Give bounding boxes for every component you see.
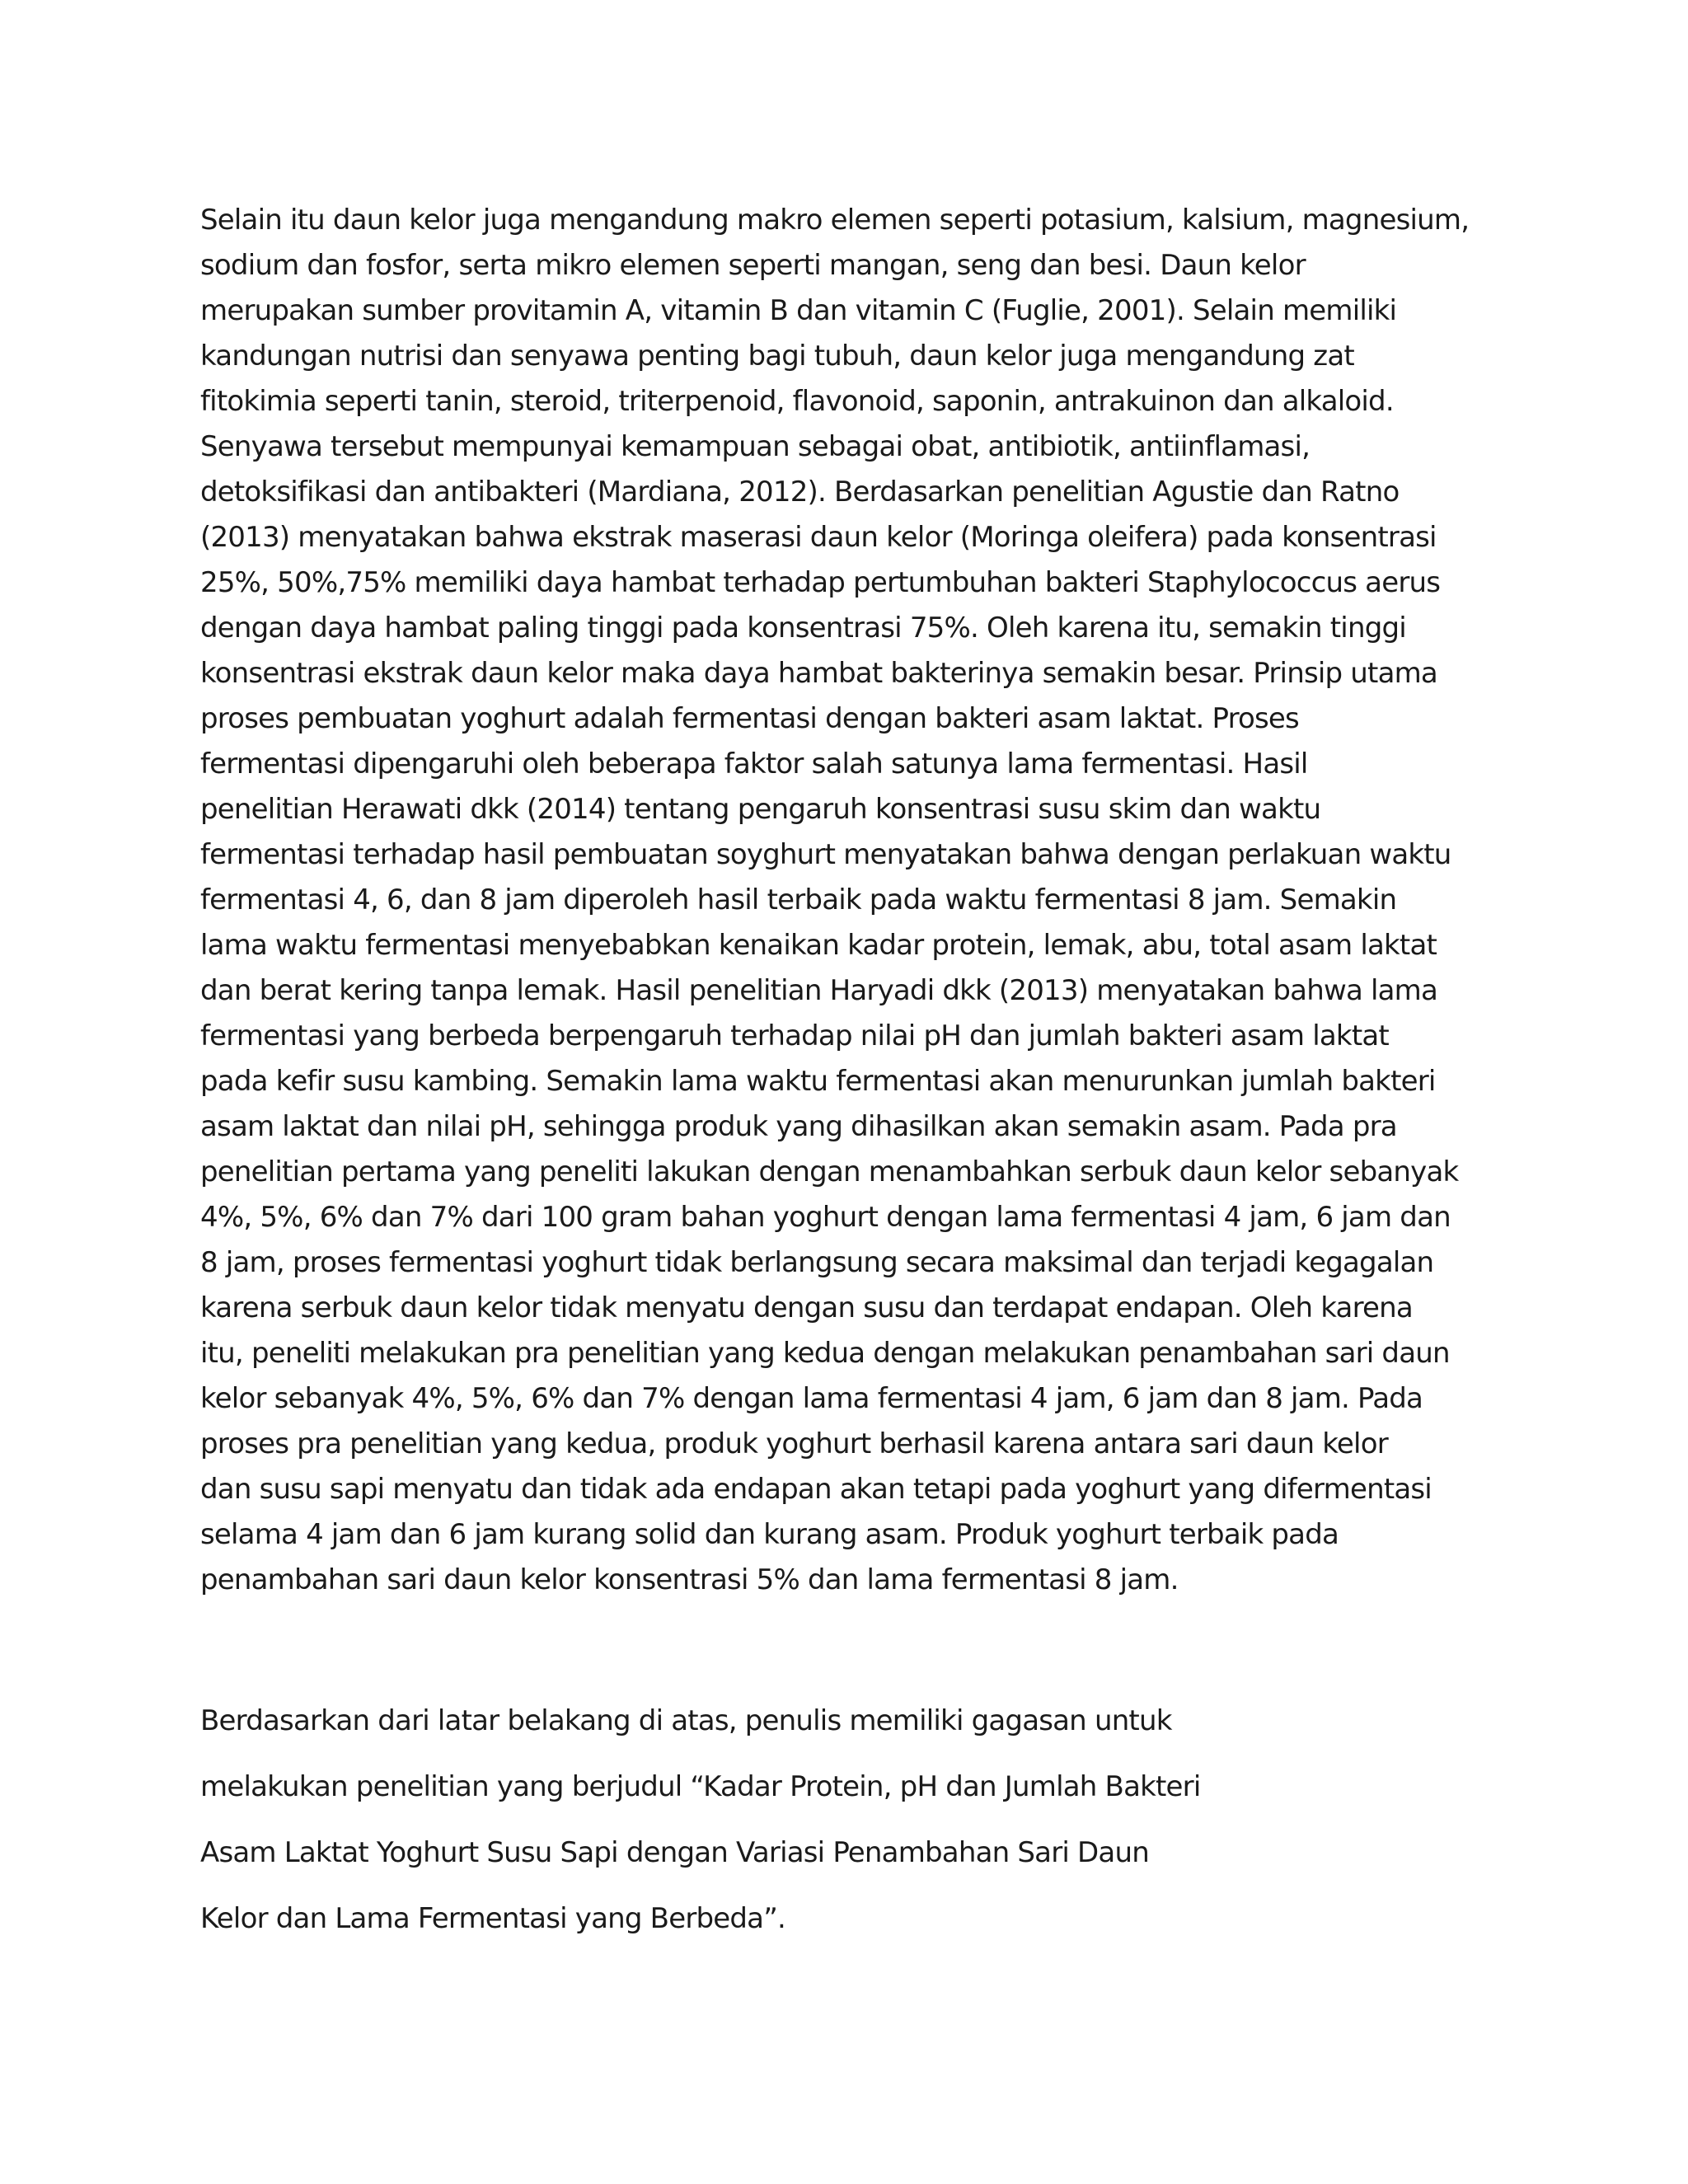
paragraph-line: proses pra penelitian yang kedua, produk yoghurt berhasil karena antara sari daun kelor	[200, 1427, 1388, 1460]
paragraph-line: pada kefir susu kambing. Semakin lama waktu fermentasi akan menurunkan jumlah bakteri	[200, 1065, 1436, 1098]
paragraph-line: kelor sebanyak 4%, 5%, 6% dan 7% dengan lama fermentasi 4 jam, 6 jam dan 8 jam. Pada	[200, 1382, 1423, 1415]
paragraph-line: selama 4 jam dan 6 jam kurang solid dan kurang asam. Produk yoghurt terbaik pada	[200, 1518, 1339, 1551]
paragraph-line: dengan daya hambat paling tinggi pada konsentrasi 75%. Oleh karena itu, semakin tinggi	[200, 612, 1406, 644]
conclusion-line: Asam Laktat Yoghurt Susu Sapi dengan Variasi Penambahan Sari Daun	[200, 1836, 1149, 1869]
paragraph-line: 8 jam, proses fermentasi yoghurt tidak berlangsung secara maksimal dan terjadi kegagalan	[200, 1246, 1434, 1279]
paragraph-line: detoksifikasi dan antibakteri (Mardiana, 2012). Berdasarkan penelitian Agustie dan Ratno	[200, 476, 1400, 509]
paragraph-line: fermentasi dipengaruhi oleh beberapa faktor salah satunya lama fermentasi. Hasil	[200, 748, 1308, 780]
paragraph-line: dan berat kering tanpa lemak. Hasil penelitian Haryadi dkk (2013) menyatakan bahwa lama	[200, 974, 1438, 1007]
paragraph-line: 25%, 50%,75% memiliki daya hambat terhadap pertumbuhan bakteri Staphylococcus aerus	[200, 566, 1441, 599]
paragraph-line: itu, peneliti melakukan pra penelitian yang kedua dengan melakukan penambahan sari daun	[200, 1337, 1450, 1370]
body-paragraph	[200, 198, 1519, 1603]
paragraph-line: penelitian Herawati dkk (2014) tentang pengaruh konsentrasi susu skim dan waktu	[200, 793, 1321, 826]
paragraph-line: asam laktat dan nilai pH, sehingga produk yang dihasilkan akan semakin asam. Pada pra	[200, 1110, 1397, 1143]
paragraph-line: penambahan sari daun kelor konsentrasi 5% dan lama fermentasi 8 jam.	[200, 1563, 1179, 1596]
paragraph-line: konsentrasi ekstrak daun kelor maka daya hambat bakterinya semakin besar. Prinsip utama	[200, 657, 1437, 690]
paragraph-line: merupakan sumber provitamin A, vitamin B dan vitamin C (Fuglie, 2001). Selain memiliki	[200, 294, 1397, 327]
paragraph-line: lama waktu fermentasi menyebabkan kenaikan kadar protein, lemak, abu, total asam laktat	[200, 929, 1437, 962]
conclusion-line: Berdasarkan dari latar belakang di atas, penulis memiliki gagasan untuk	[200, 1704, 1172, 1737]
paragraph-line: fermentasi yang berbeda berpengaruh terhadap nilai pH dan jumlah bakteri asam laktat	[200, 1019, 1389, 1052]
paragraph-line: fermentasi 4, 6, dan 8 jam diperoleh hasil terbaik pada waktu fermentasi 8 jam. Semakin	[200, 883, 1397, 916]
conclusion-line: melakukan penelitian yang berjudul “Kadar Protein, pH dan Jumlah Bakteri	[200, 1770, 1201, 1803]
conclusion-line: Kelor dan Lama Fermentasi yang Berbeda”.	[200, 1902, 786, 1935]
paragraph-line: Senyawa tersebut mempunyai kemampuan sebagai obat, antibiotik, antiinflamasi,	[200, 430, 1311, 463]
paragraph-line: fitokimia seperti tanin, steroid, triterpenoid, flavonoid, saponin, antrakuinon dan alkaloid.	[200, 385, 1394, 418]
paragraph-line: 4%, 5%, 6% dan 7% dari 100 gram bahan yoghurt dengan lama fermentasi 4 jam, 6 jam dan	[200, 1201, 1451, 1234]
paragraph-line: karena serbuk daun kelor tidak menyatu dengan susu dan terdapat endapan. Oleh karena	[200, 1291, 1413, 1324]
paragraph-line: penelitian pertama yang peneliti lakukan dengan menambahkan serbuk daun kelor sebanyak	[200, 1155, 1459, 1188]
conclusion-paragraph	[200, 1688, 1519, 1952]
paragraph-line: sodium dan fosfor, serta mikro elemen seperti mangan, seng dan besi. Daun kelor	[200, 249, 1306, 282]
paragraph-line: kandungan nutrisi dan senyawa penting bagi tubuh, daun kelor juga mengandung zat	[200, 340, 1354, 373]
paragraph-line: Selain itu daun kelor juga mengandung makro elemen seperti potasium, kalsium, magnesium,	[200, 204, 1470, 237]
paragraph-line: (2013) menyatakan bahwa ekstrak maserasi daun kelor (Moringa oleifera) pada konsentrasi	[200, 521, 1437, 554]
paragraph-line: fermentasi terhadap hasil pembuatan soyghurt menyatakan bahwa dengan perlakuan waktu	[200, 838, 1451, 871]
paragraph-line: proses pembuatan yoghurt adalah fermentasi dengan bakteri asam laktat. Proses	[200, 702, 1299, 735]
paragraph-line: dan susu sapi menyatu dan tidak ada endapan akan tetapi pada yoghurt yang difermentasi	[200, 1473, 1432, 1506]
